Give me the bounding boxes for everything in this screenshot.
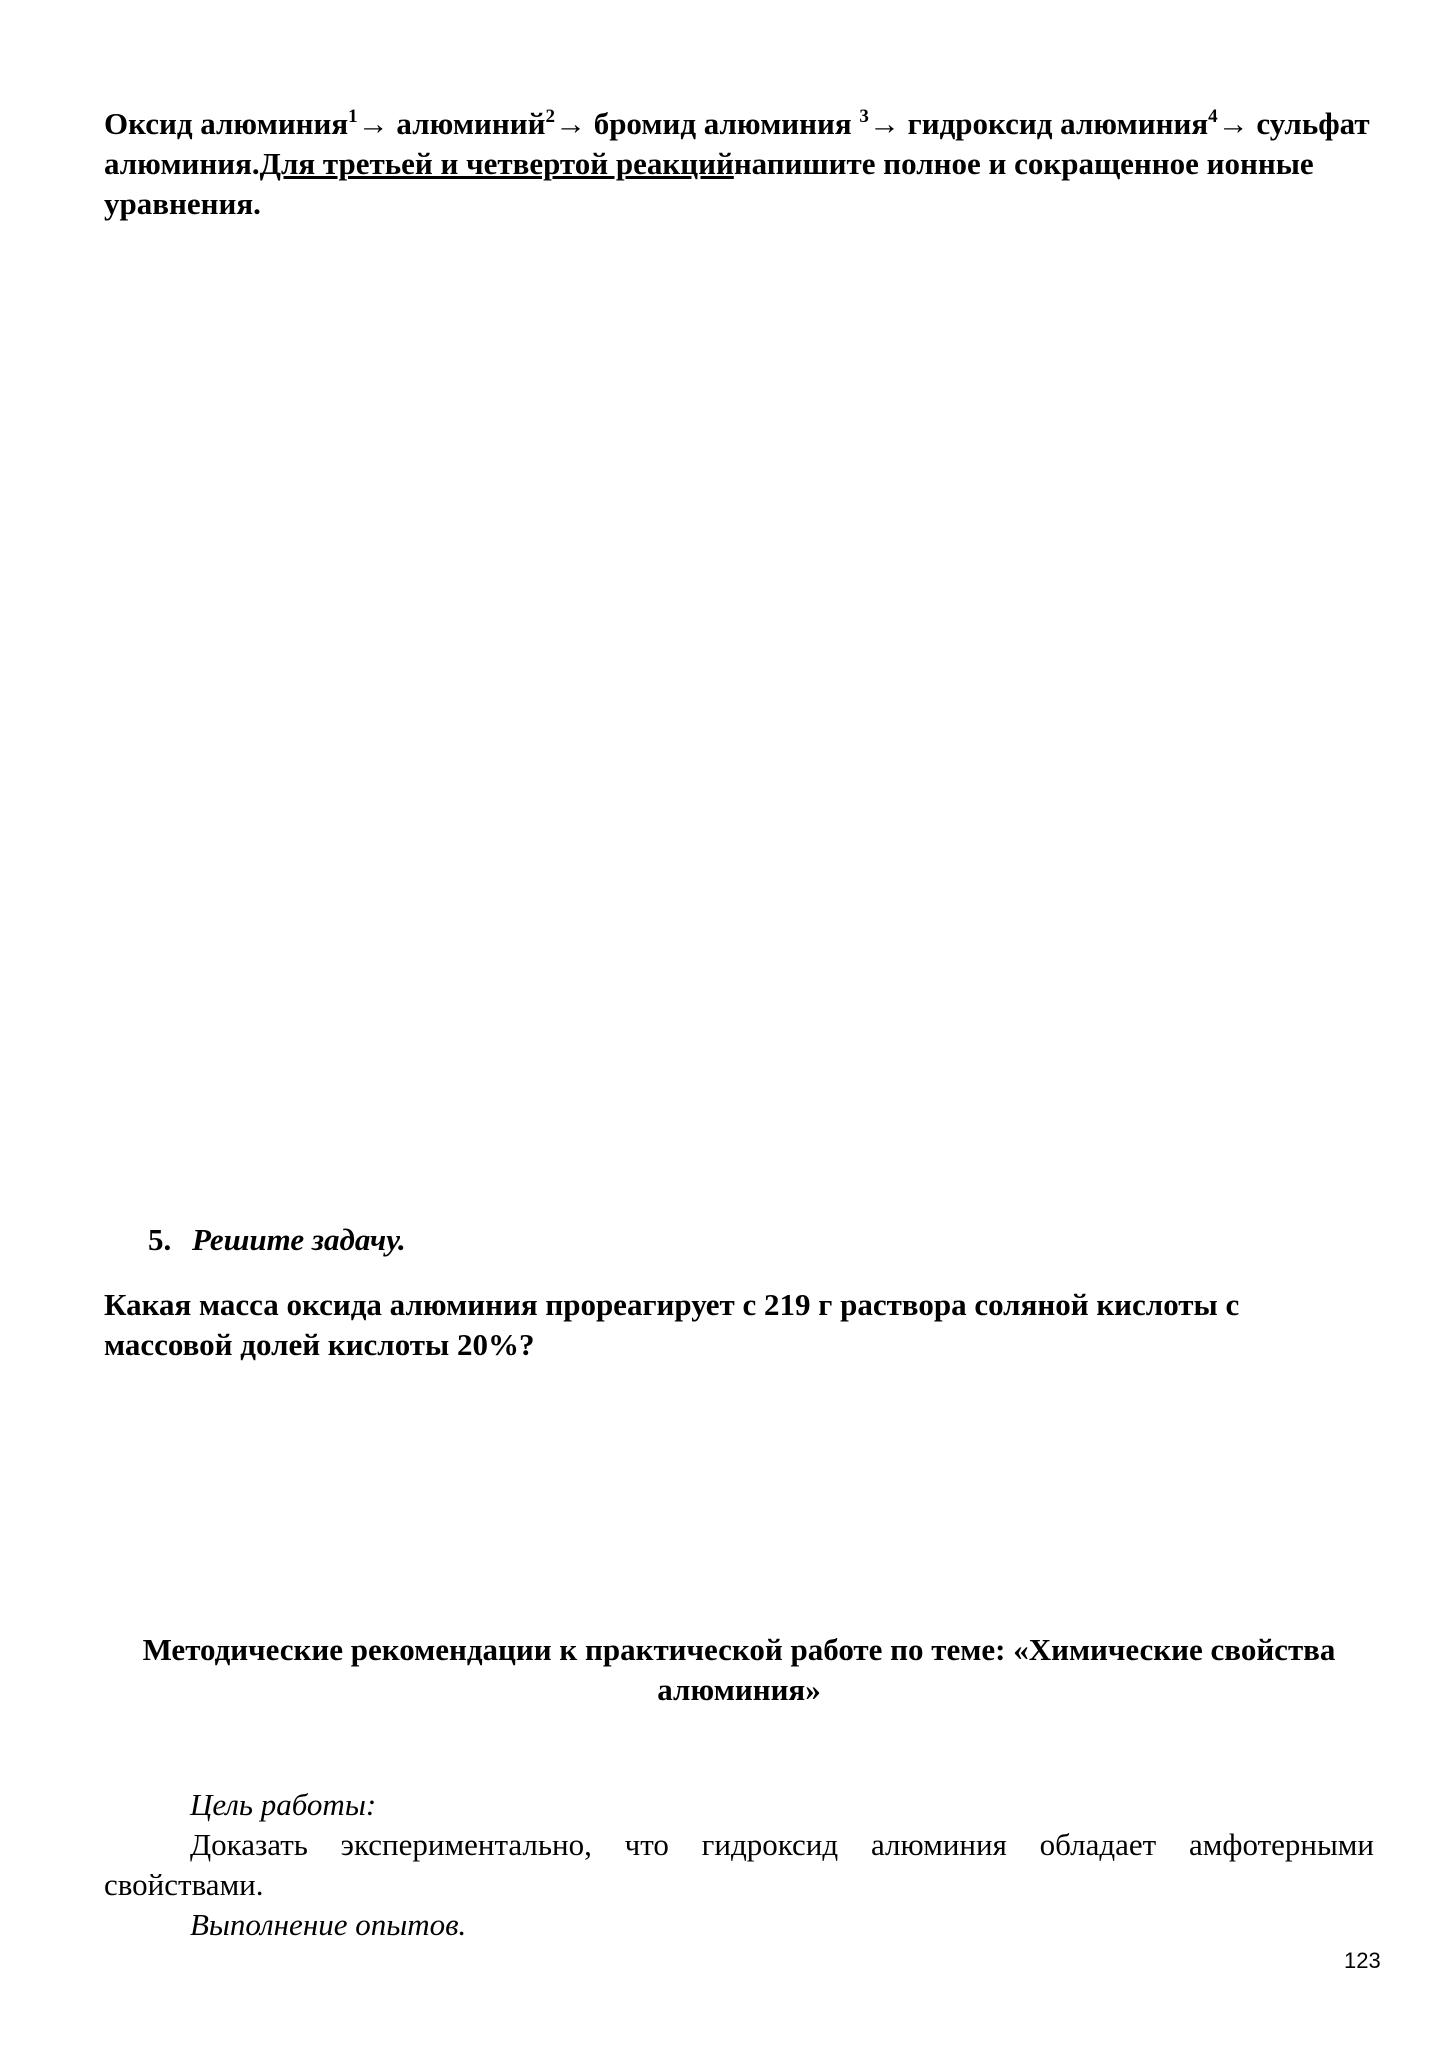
reaction-chain-task bbox=[104, 104, 1374, 224]
chain-step-1-index: 1 bbox=[348, 106, 358, 127]
chain-step-2-index: 2 bbox=[545, 106, 555, 127]
chain-step-4-index: 4 bbox=[1208, 106, 1218, 127]
section-title: Методические рекомендации к практической работе по теме: «Химические свойства алюминия» bbox=[142, 1632, 1336, 1707]
page-number: 123 bbox=[1344, 1948, 1381, 1973]
task-5-problem: Какая масса оксида алюминия прореагирует с 219 г раствора соляной кислоты с массовой долей кислоты 20%? bbox=[104, 1287, 1240, 1362]
chain-step-4: → гидроксид алюминия bbox=[868, 106, 1209, 141]
chain-underlined-instruction: Для третьей и четвертой реакций bbox=[259, 146, 734, 181]
chain-step-2: → алюминий bbox=[357, 106, 546, 141]
section-body bbox=[104, 1785, 1374, 1945]
chain-step-3-index: 3 bbox=[859, 106, 869, 127]
chain-step-3: → бромид алюминия bbox=[554, 106, 860, 141]
task-5-title: Решите задачу. bbox=[192, 1222, 406, 1257]
chain-instruction-tail: напишите полное и сокращенное ионные уравнения. bbox=[104, 146, 1314, 221]
experiments-label: Выполнение опытов. bbox=[190, 1907, 467, 1942]
chain-step-1: Оксид алюминия bbox=[104, 106, 349, 141]
task-5-heading bbox=[148, 1220, 1418, 1260]
task-5-number: 5. bbox=[148, 1222, 172, 1257]
goal-text: Доказать экспериментально, что гидроксид алюминия обладает амфотерными свойствами. bbox=[104, 1827, 1374, 1902]
chain-step-5: → сульфат алюминия. bbox=[104, 106, 1370, 181]
goal-label: Цель работы: bbox=[190, 1787, 377, 1822]
